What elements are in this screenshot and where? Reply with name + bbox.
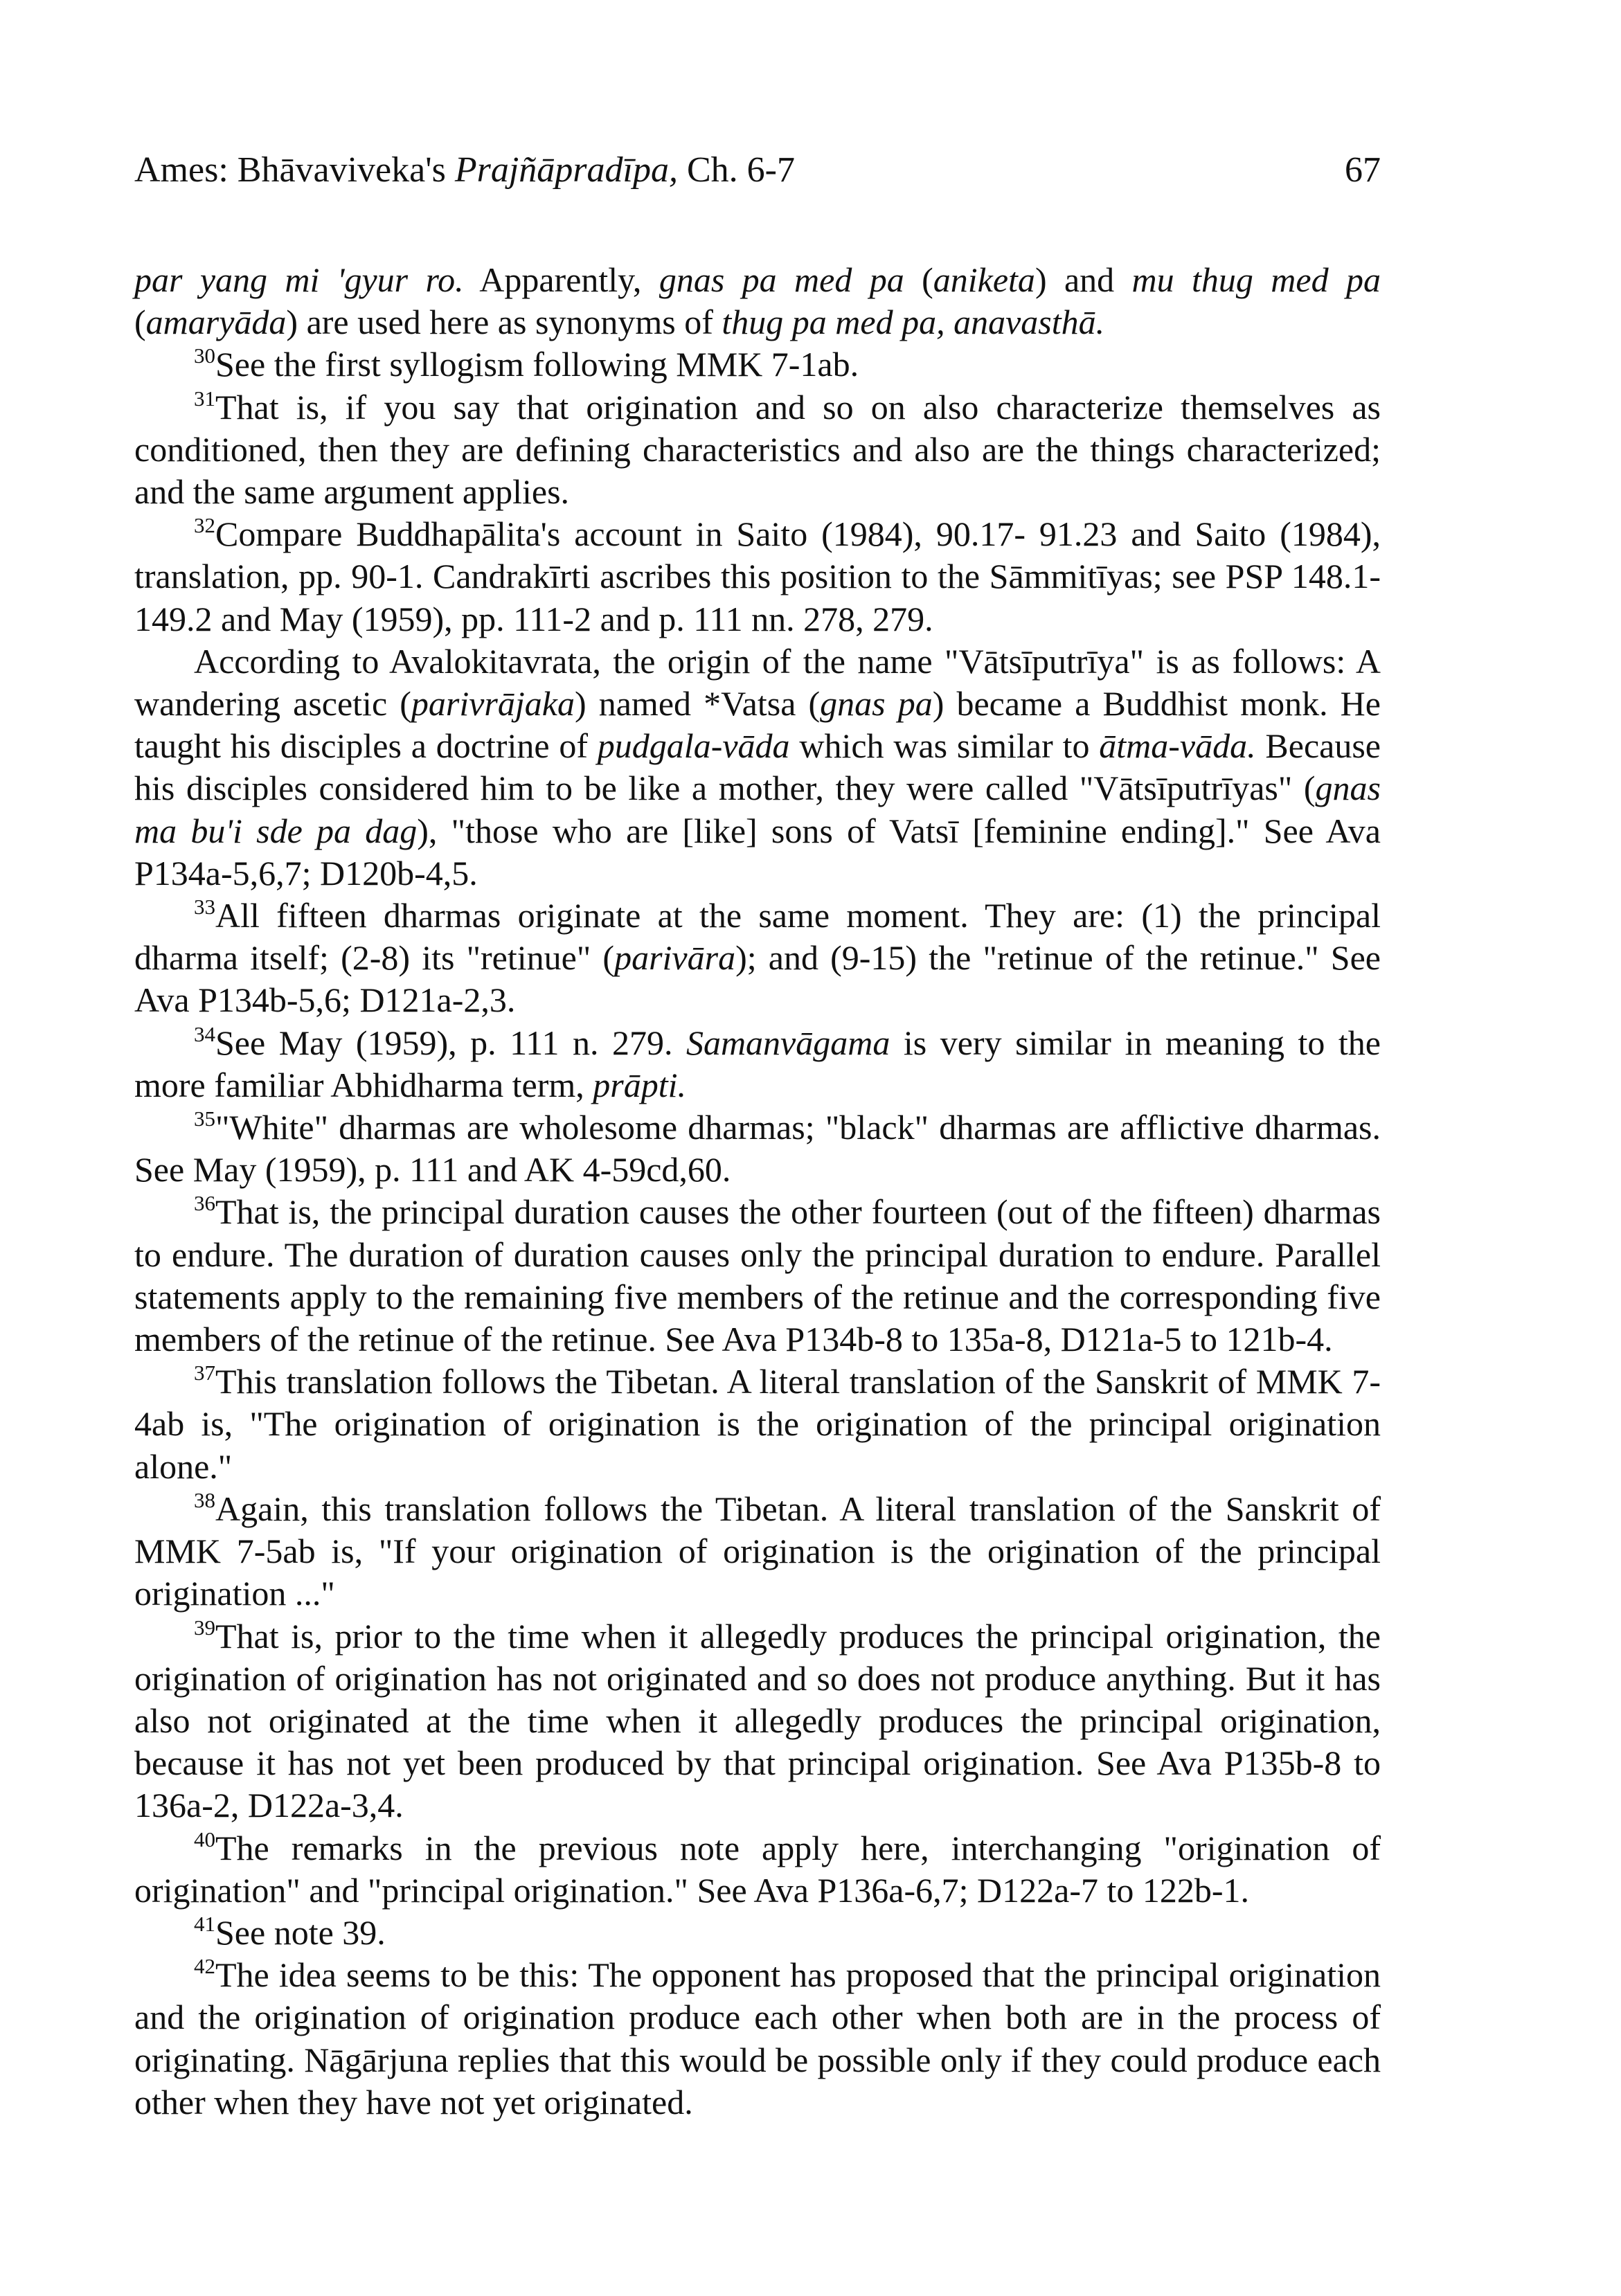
text-run: ) and xyxy=(1035,260,1132,299)
footnotes-body xyxy=(134,259,1381,2124)
footnote-number: 37 xyxy=(194,1361,215,1385)
footnote-number: 33 xyxy=(194,895,215,920)
text-run: ), "those who are [like] sons of Vatsī [feminine ending]." See Ava P134a-5,6,7; D120b-4,5. xyxy=(134,811,1381,893)
footnote-text: That is, prior to the time when it allegedly produces the principal origination, the origination of origination has not originated and so does not produce anything. But it has also not originated at the time when it allegedly produces the principal origination, because it has not yet been produced by that principal origination. See Ava P135b-8 to 136a-2, D122a-3,4. xyxy=(134,1616,1381,1825)
footnote-number: 35 xyxy=(194,1106,215,1131)
term: parivrājaka xyxy=(411,684,575,724)
footnote-text: See the first syllogism following MMK 7-1ab. xyxy=(215,345,859,384)
footnote-number: 38 xyxy=(194,1487,215,1512)
text-run: ); and (9-15) the "retinue of the retinue." See Ava P134b-5,6; D121a-2,3. xyxy=(134,938,1381,1020)
term: gnas pa med pa xyxy=(659,260,904,299)
continued-note-text xyxy=(134,259,1381,343)
text-run: is very similar in meaning to the more familiar Abhidharma term, xyxy=(134,1023,1381,1104)
text-run: All fifteen dharmas originate at the same moment. They are: (1) the principal dharma itself; (2-8) its "retinue" ( xyxy=(134,896,1381,978)
term: par yang mi 'gyur ro. xyxy=(134,260,464,299)
footnote-42 xyxy=(134,1954,1381,2124)
footnote-40 xyxy=(134,1827,1381,1912)
footnote-number: 34 xyxy=(194,1021,215,1046)
term: parivāra xyxy=(614,938,736,978)
footnote-number: 36 xyxy=(194,1191,215,1216)
footnote-number: 41 xyxy=(194,1911,215,1936)
footnote-36 xyxy=(134,1191,1381,1361)
text-run: According to Avalokitavrata, the origin of the name "Vātsīputrīya" is as follows: A wandering ascetic ( xyxy=(134,641,1381,724)
text-run: Apparently, xyxy=(463,260,659,299)
term: prāpti. xyxy=(593,1065,687,1104)
text-run: ) are used here as synonyms of xyxy=(286,303,722,342)
page-number: 67 xyxy=(1345,150,1381,190)
term: aniketa xyxy=(933,260,1035,299)
footnote-31 xyxy=(134,386,1381,514)
footnote-text: That is, if you say that origination and so on also characterize themselves as conditioned, then they are defining characteristics and also are the things characterized; and the same argument applies. xyxy=(134,387,1381,512)
footnote-text: The idea seems to be this: The opponent has proposed that the principal origination and the origination of origination produce each other when both are in the process of originating. Nāgārjuna replies that this would be possible only if they could produce each other when they have not yet originated. xyxy=(134,1955,1381,2122)
footnote-34 xyxy=(134,1022,1381,1106)
text-run: ) became a Buddhist monk. He taught his disciples a doctrine of xyxy=(134,684,1381,766)
running-head-chapter: Ch. 6-7 xyxy=(686,150,795,190)
text-run: See May (1959), p. 111 n. 279. xyxy=(215,1023,686,1062)
footnote-number: 42 xyxy=(194,1954,215,1979)
footnote-41 xyxy=(134,1912,1381,1954)
footnote-text: The remarks in the previous note apply here, interchanging "origination of origination" and "principal origination." See Ava P136a-6,7; D122a-7 to 122b-1. xyxy=(134,1828,1381,1910)
term: thug pa med pa, anavasthā. xyxy=(722,303,1105,342)
footnote-30 xyxy=(134,343,1381,386)
footnote-text: This translation follows the Tibetan. A literal translation of the Sanskrit of MMK 7-4ab is, "The origination of origination is the origination of the principal origination alone." xyxy=(134,1362,1381,1486)
term: amaryāda xyxy=(145,303,287,342)
footnote-text: See note 39. xyxy=(215,1912,386,1952)
footnote-text: Again, this translation follows the Tibetan. A literal translation of the Sanskrit of MMK 7-5ab is, "If your origination of origination is the origination of the principal origination ..." xyxy=(134,1489,1381,1613)
footnote-text: That is, the principal duration causes the other fourteen (out of the fifteen) dharmas to endure. The duration of duration causes only the principal duration to endure. Parallel statements apply to the remaining five members of the retinue and the corresponding five members of the retinue of the retinue. See Ava P134b-8 to 135a-8, D121a-5 to 121b-4. xyxy=(134,1192,1381,1359)
text-run: which was similar to xyxy=(789,726,1100,766)
running-head-author: Ames: Bhāvaviveka's xyxy=(134,150,446,190)
footnote-35 xyxy=(134,1106,1381,1191)
term: Samanvāgama xyxy=(686,1023,890,1062)
footnote-37 xyxy=(134,1361,1381,1488)
term: mu thug med pa xyxy=(1131,260,1381,299)
running-head-work-title: Prajñāpradīpa, xyxy=(454,150,678,190)
footnote-39 xyxy=(134,1615,1381,1827)
footnote-33 xyxy=(134,895,1381,1022)
footnote-number: 32 xyxy=(194,513,215,538)
term: ātma-vāda. xyxy=(1099,726,1256,766)
text-run: ) named *Vatsa ( xyxy=(574,684,821,724)
footnote-text: Compare Buddhapālita's account in Saito (1984), 90.17- 91.23 and Saito (1984), translation, pp. 90-1. Candrakīrti ascribes this position to the Sāmmitīyas; see PSP 148.1-149.2 and May (1959), pp. 111-2 and p. 111 nn. 278, 279. xyxy=(134,514,1381,638)
term: pudgala-vāda xyxy=(597,726,790,766)
footnote-text: "White" dharmas are wholesome dharmas; "black" dharmas are afflictive dharmas. See May (1959), p. 111 and AK 4-59cd,60. xyxy=(134,1108,1381,1190)
running-head-title xyxy=(134,148,795,192)
footnote-number: 40 xyxy=(194,1827,215,1851)
footnote-32 xyxy=(134,513,1381,640)
text-run: Because his disciples considered him to be like a mother, they were called "Vātsīputrīyas" ( xyxy=(134,726,1381,808)
term: gnas pa xyxy=(820,684,933,724)
footnote-number: 30 xyxy=(194,343,215,368)
text-run: ( xyxy=(134,303,146,342)
text-run: ( xyxy=(904,260,933,299)
term: gnas ma bu'i sde pa dag xyxy=(134,769,1381,850)
footnote-32-continuation xyxy=(134,640,1381,895)
footnote-number: 31 xyxy=(194,386,215,411)
footnote-38 xyxy=(134,1488,1381,1615)
footnote-number: 39 xyxy=(194,1615,215,1640)
